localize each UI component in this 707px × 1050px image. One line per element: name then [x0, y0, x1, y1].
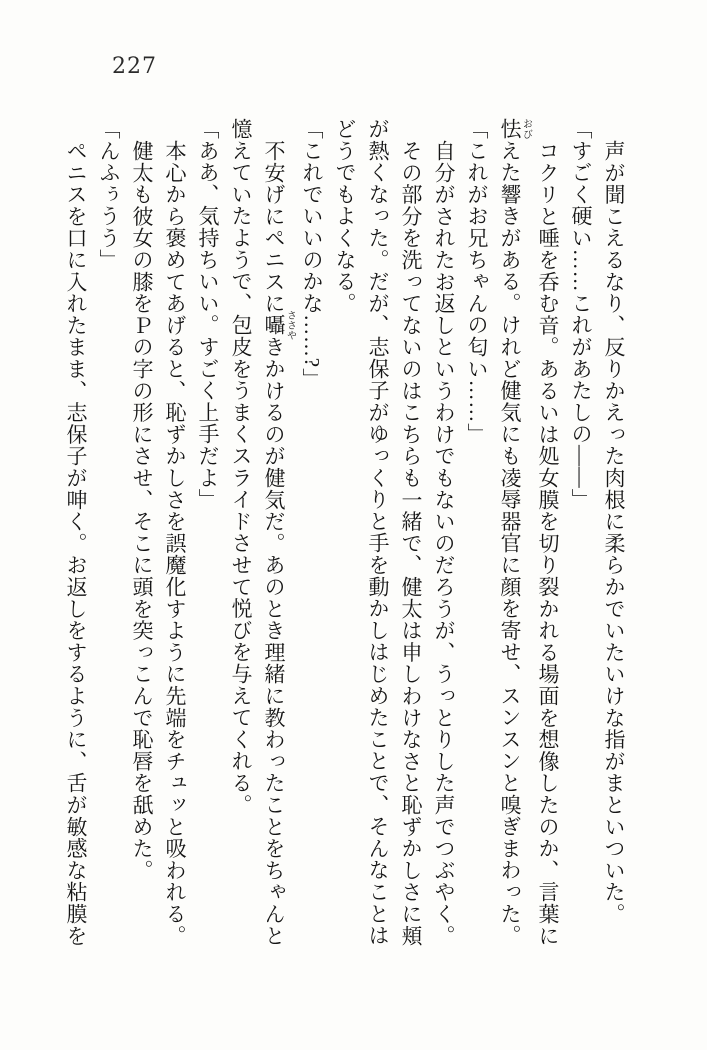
page-number: 227: [112, 54, 157, 79]
text-line: その部分を洗ってないのはこちらも一緒で、健太は申しわけなさと恥ずかしさに頬: [399, 140, 423, 947]
text-line: ペニスを口に入れたまま、志保子が呻く。お返しをするように、舌が敏感な粘膜を: [64, 140, 88, 947]
text-line: 憶えていたようで、包皮をうまくスライドさせて悦びを与えてくれる。: [229, 118, 253, 816]
text-line: 自分がされたお返しというわけでもないのだろうが、うっとりした声でつぶやく。: [432, 140, 456, 947]
text-line: 本心から褒めてあげると、恥ずかしさを誤魔化すように先端をチュッと吸われる。: [163, 140, 187, 947]
text-line: 「すごく硬い……これがあたしの――」: [569, 118, 593, 511]
text-line: コクリと唾を呑む音。あるいは処女膜を切り裂かれる場面を想像したのか、言葉に: [536, 140, 560, 947]
text-line: 怯おびえた響きがある。けれど健気にも凌辱器官に顔を寄せ、スンスンと嗅ぎまわった。: [498, 118, 532, 947]
text-line: が熱くなった。だが、志保子がゆっくりと手を動かしはじめたことで、そんなことは: [366, 118, 390, 947]
text-line: 「んふぅうう」: [97, 118, 121, 271]
text-line: どうでもよくなる。: [333, 118, 357, 315]
text-line: 「ああ、気持ちいい。すごく上手だよ」: [196, 118, 220, 511]
furigana-annotated-char: 囁ささや: [262, 310, 296, 341]
text-line: 不安げにペニスに囁ささやきかけるのが健気だ。あのとき理緒に教わったことをちゃんと: [262, 140, 296, 947]
text-line: 「これでいいのかな……?」: [300, 118, 324, 390]
body-text: [64, 118, 630, 948]
furigana-annotated-char: 怯おび: [498, 118, 532, 140]
text-line: 健太も彼女の膝をＰの字の形にさせ、そこに頭を突っこんで恥唇を舐めた。: [130, 140, 154, 882]
text-line: 「これがお兄ちゃんの匂い……」: [465, 118, 489, 445]
text-line: 声が聞こえるなり、反りかえった肉根に柔らかでいたいけな指がまといついた。: [602, 140, 626, 925]
